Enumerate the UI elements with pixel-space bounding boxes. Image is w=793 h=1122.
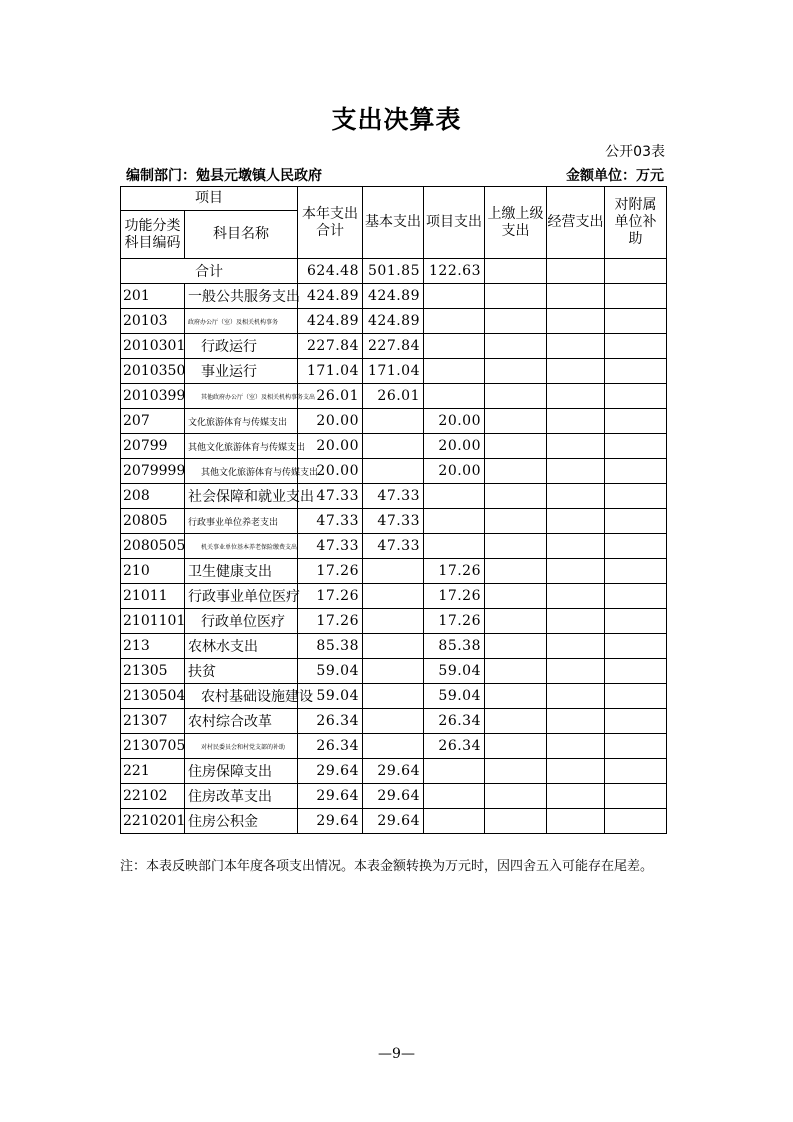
row-code: 208 (121, 484, 185, 509)
row-remit (485, 784, 547, 809)
table-row (121, 359, 667, 384)
row-total: 227.84 (298, 334, 363, 359)
table-row (121, 409, 667, 434)
row-code: 210 (121, 559, 185, 584)
table-row (121, 759, 667, 784)
row-subsidy (605, 434, 667, 459)
row-remit (485, 484, 547, 509)
row-total: 47.33 (298, 509, 363, 534)
total-remit (485, 259, 547, 284)
table-row (121, 684, 667, 709)
row-business (547, 434, 605, 459)
header-project: 项目支出 (424, 187, 485, 259)
row-remit (485, 359, 547, 384)
header-item: 项目 (121, 187, 298, 211)
row-project (424, 759, 485, 784)
row-subsidy (605, 609, 667, 634)
header-remit: 上缴上级支出 (485, 187, 547, 259)
row-code: 2079999 (121, 459, 185, 484)
row-remit (485, 609, 547, 634)
row-code: 2130705 (121, 734, 185, 759)
row-project (424, 359, 485, 384)
table-row (121, 809, 667, 834)
row-subsidy (605, 409, 667, 434)
row-basic: 47.33 (363, 484, 424, 509)
row-name: 农村基础设施建设 (185, 684, 298, 709)
row-subsidy (605, 334, 667, 359)
row-basic (363, 734, 424, 759)
header-business: 经营支出 (547, 187, 605, 259)
department-label: 编制部门：勉县元墩镇人民政府 (126, 168, 322, 184)
row-code: 2010399 (121, 384, 185, 409)
row-basic (363, 659, 424, 684)
row-project: 85.38 (424, 634, 485, 659)
row-basic (363, 584, 424, 609)
row-basic: 29.64 (363, 809, 424, 834)
row-subsidy (605, 659, 667, 684)
row-project: 26.34 (424, 709, 485, 734)
row-basic (363, 634, 424, 659)
table-row (121, 309, 667, 334)
row-total: 29.64 (298, 759, 363, 784)
row-project (424, 309, 485, 334)
row-remit (485, 434, 547, 459)
row-subsidy (605, 309, 667, 334)
row-subsidy (605, 734, 667, 759)
row-project (424, 809, 485, 834)
row-subsidy (605, 709, 667, 734)
row-business (547, 334, 605, 359)
row-total: 424.89 (298, 309, 363, 334)
row-name: 其他文化旅游体育与传媒支出 (185, 434, 298, 459)
total-business (547, 259, 605, 284)
row-basic: 424.89 (363, 284, 424, 309)
total-row (121, 259, 667, 284)
row-project (424, 384, 485, 409)
row-project: 20.00 (424, 409, 485, 434)
row-name: 其他文化旅游体育与传媒支出 (185, 459, 298, 484)
row-remit (485, 659, 547, 684)
row-total: 20.00 (298, 434, 363, 459)
row-basic: 26.01 (363, 384, 424, 409)
row-subsidy (605, 384, 667, 409)
form-number: 公开03表 (605, 144, 665, 160)
table-row (121, 634, 667, 659)
table-row (121, 534, 667, 559)
row-total: 85.38 (298, 634, 363, 659)
row-remit (485, 759, 547, 784)
row-name: 卫生健康支出 (185, 559, 298, 584)
row-name: 行政事业单位养老支出 (185, 509, 298, 534)
row-name: 住房公积金 (185, 809, 298, 834)
row-project: 17.26 (424, 609, 485, 634)
row-code: 20805 (121, 509, 185, 534)
row-basic: 227.84 (363, 334, 424, 359)
row-total: 17.26 (298, 584, 363, 609)
row-business (547, 359, 605, 384)
row-code: 2010350 (121, 359, 185, 384)
row-name: 农村综合改革 (185, 709, 298, 734)
total-project: 122.63 (424, 259, 485, 284)
footnote: 注：本表反映部门本年度各项支出情况。本表金额转换为万元时，因四舍五入可能存在尾差。 (120, 859, 654, 874)
row-project: 26.34 (424, 734, 485, 759)
row-total: 26.34 (298, 734, 363, 759)
row-business (547, 384, 605, 409)
row-name: 文化旅游体育与传媒支出 (185, 409, 298, 434)
table-row (121, 734, 667, 759)
row-total: 17.26 (298, 609, 363, 634)
row-basic: 47.33 (363, 509, 424, 534)
row-remit (485, 459, 547, 484)
row-code: 22102 (121, 784, 185, 809)
row-name: 行政单位医疗 (185, 609, 298, 634)
row-business (547, 684, 605, 709)
row-code: 2101101 (121, 609, 185, 634)
row-project: 59.04 (424, 684, 485, 709)
table-row (121, 509, 667, 534)
header-name: 科目名称 (185, 211, 298, 259)
row-code: 207 (121, 409, 185, 434)
row-business (547, 659, 605, 684)
row-basic (363, 434, 424, 459)
header-total: 本年支出合计 (298, 187, 363, 259)
total-label: 合计 (121, 259, 298, 284)
row-business (547, 609, 605, 634)
row-business (547, 534, 605, 559)
row-basic: 29.64 (363, 784, 424, 809)
row-project: 17.26 (424, 559, 485, 584)
row-code: 21307 (121, 709, 185, 734)
row-code: 20799 (121, 434, 185, 459)
row-remit (485, 409, 547, 434)
header-code: 功能分类科目编码 (121, 211, 185, 259)
row-name: 扶贫 (185, 659, 298, 684)
total-subsidy (605, 259, 667, 284)
row-business (547, 809, 605, 834)
row-code: 20103 (121, 309, 185, 334)
row-business (547, 709, 605, 734)
row-total: 59.04 (298, 684, 363, 709)
row-total: 17.26 (298, 559, 363, 584)
table-row (121, 709, 667, 734)
row-name: 机关事业单位基本养老保险缴费支出 (185, 534, 298, 559)
row-business (547, 459, 605, 484)
row-remit (485, 809, 547, 834)
row-remit (485, 384, 547, 409)
total-basic: 501.85 (363, 259, 424, 284)
row-code: 2210201 (121, 809, 185, 834)
row-subsidy (605, 759, 667, 784)
row-business (547, 759, 605, 784)
page-title: 支出决算表 (331, 105, 462, 134)
row-name: 住房改革支出 (185, 784, 298, 809)
table-row (121, 434, 667, 459)
row-subsidy (605, 584, 667, 609)
row-code: 221 (121, 759, 185, 784)
row-business (547, 309, 605, 334)
table-row (121, 484, 667, 509)
row-basic (363, 409, 424, 434)
row-remit (485, 534, 547, 559)
row-total: 29.64 (298, 784, 363, 809)
header-basic: 基本支出 (363, 187, 424, 259)
expenditure-table (120, 186, 667, 834)
row-name: 事业运行 (185, 359, 298, 384)
row-business (547, 584, 605, 609)
row-subsidy (605, 359, 667, 384)
row-total: 29.64 (298, 809, 363, 834)
row-business (547, 484, 605, 509)
row-project (424, 784, 485, 809)
row-code: 2080505 (121, 534, 185, 559)
row-subsidy (605, 684, 667, 709)
row-subsidy (605, 484, 667, 509)
total-amount: 624.48 (298, 259, 363, 284)
row-total: 59.04 (298, 659, 363, 684)
row-code: 21305 (121, 659, 185, 684)
row-code: 2130504 (121, 684, 185, 709)
row-code: 2010301 (121, 334, 185, 359)
row-subsidy (605, 284, 667, 309)
table-row (121, 284, 667, 309)
row-remit (485, 584, 547, 609)
row-business (547, 284, 605, 309)
row-code: 213 (121, 634, 185, 659)
row-business (547, 734, 605, 759)
row-subsidy (605, 634, 667, 659)
row-total: 47.33 (298, 534, 363, 559)
unit-label: 金额单位：万元 (566, 168, 664, 184)
row-name: 其他政府办公厅（室）及相关机构事务支出 (185, 384, 298, 409)
row-total: 171.04 (298, 359, 363, 384)
row-subsidy (605, 809, 667, 834)
row-remit (485, 559, 547, 584)
table-row (121, 559, 667, 584)
row-project (424, 284, 485, 309)
row-remit (485, 709, 547, 734)
row-remit (485, 509, 547, 534)
row-name: 农林水支出 (185, 634, 298, 659)
row-remit (485, 334, 547, 359)
row-subsidy (605, 534, 667, 559)
row-basic (363, 684, 424, 709)
row-business (547, 409, 605, 434)
table-row (121, 384, 667, 409)
row-name: 行政运行 (185, 334, 298, 359)
row-project: 20.00 (424, 459, 485, 484)
row-subsidy (605, 559, 667, 584)
row-basic (363, 559, 424, 584)
row-code: 201 (121, 284, 185, 309)
row-remit (485, 284, 547, 309)
table-row (121, 334, 667, 359)
row-business (547, 634, 605, 659)
table-row (121, 609, 667, 634)
row-total: 47.33 (298, 484, 363, 509)
table-row (121, 659, 667, 684)
row-basic: 47.33 (363, 534, 424, 559)
row-remit (485, 309, 547, 334)
row-project: 59.04 (424, 659, 485, 684)
row-total: 424.89 (298, 284, 363, 309)
row-code: 21011 (121, 584, 185, 609)
row-business (547, 784, 605, 809)
table-row (121, 784, 667, 809)
row-total: 26.01 (298, 384, 363, 409)
row-basic: 424.89 (363, 309, 424, 334)
row-remit (485, 684, 547, 709)
row-basic (363, 609, 424, 634)
row-name: 行政事业单位医疗 (185, 584, 298, 609)
row-remit (485, 734, 547, 759)
page-number: —9— (378, 1046, 415, 1062)
row-business (547, 509, 605, 534)
row-project (424, 334, 485, 359)
row-subsidy (605, 509, 667, 534)
row-total: 20.00 (298, 409, 363, 434)
row-project (424, 534, 485, 559)
row-project: 20.00 (424, 434, 485, 459)
row-name: 住房保障支出 (185, 759, 298, 784)
row-name: 社会保障和就业支出 (185, 484, 298, 509)
row-name: 政府办公厅（室）及相关机构事务 (185, 309, 298, 334)
row-project (424, 509, 485, 534)
row-basic: 29.64 (363, 759, 424, 784)
row-total: 20.00 (298, 459, 363, 484)
row-subsidy (605, 784, 667, 809)
table-row (121, 459, 667, 484)
header-subsidy: 对附属单位补助 (605, 187, 667, 259)
row-basic (363, 459, 424, 484)
row-name: 一般公共服务支出 (185, 284, 298, 309)
table-row (121, 584, 667, 609)
row-subsidy (605, 459, 667, 484)
row-remit (485, 634, 547, 659)
row-total: 26.34 (298, 709, 363, 734)
row-project (424, 484, 485, 509)
row-name: 对村民委员会和村党支部的补助 (185, 734, 298, 759)
row-basic (363, 709, 424, 734)
row-project: 17.26 (424, 584, 485, 609)
row-business (547, 559, 605, 584)
row-basic: 171.04 (363, 359, 424, 384)
